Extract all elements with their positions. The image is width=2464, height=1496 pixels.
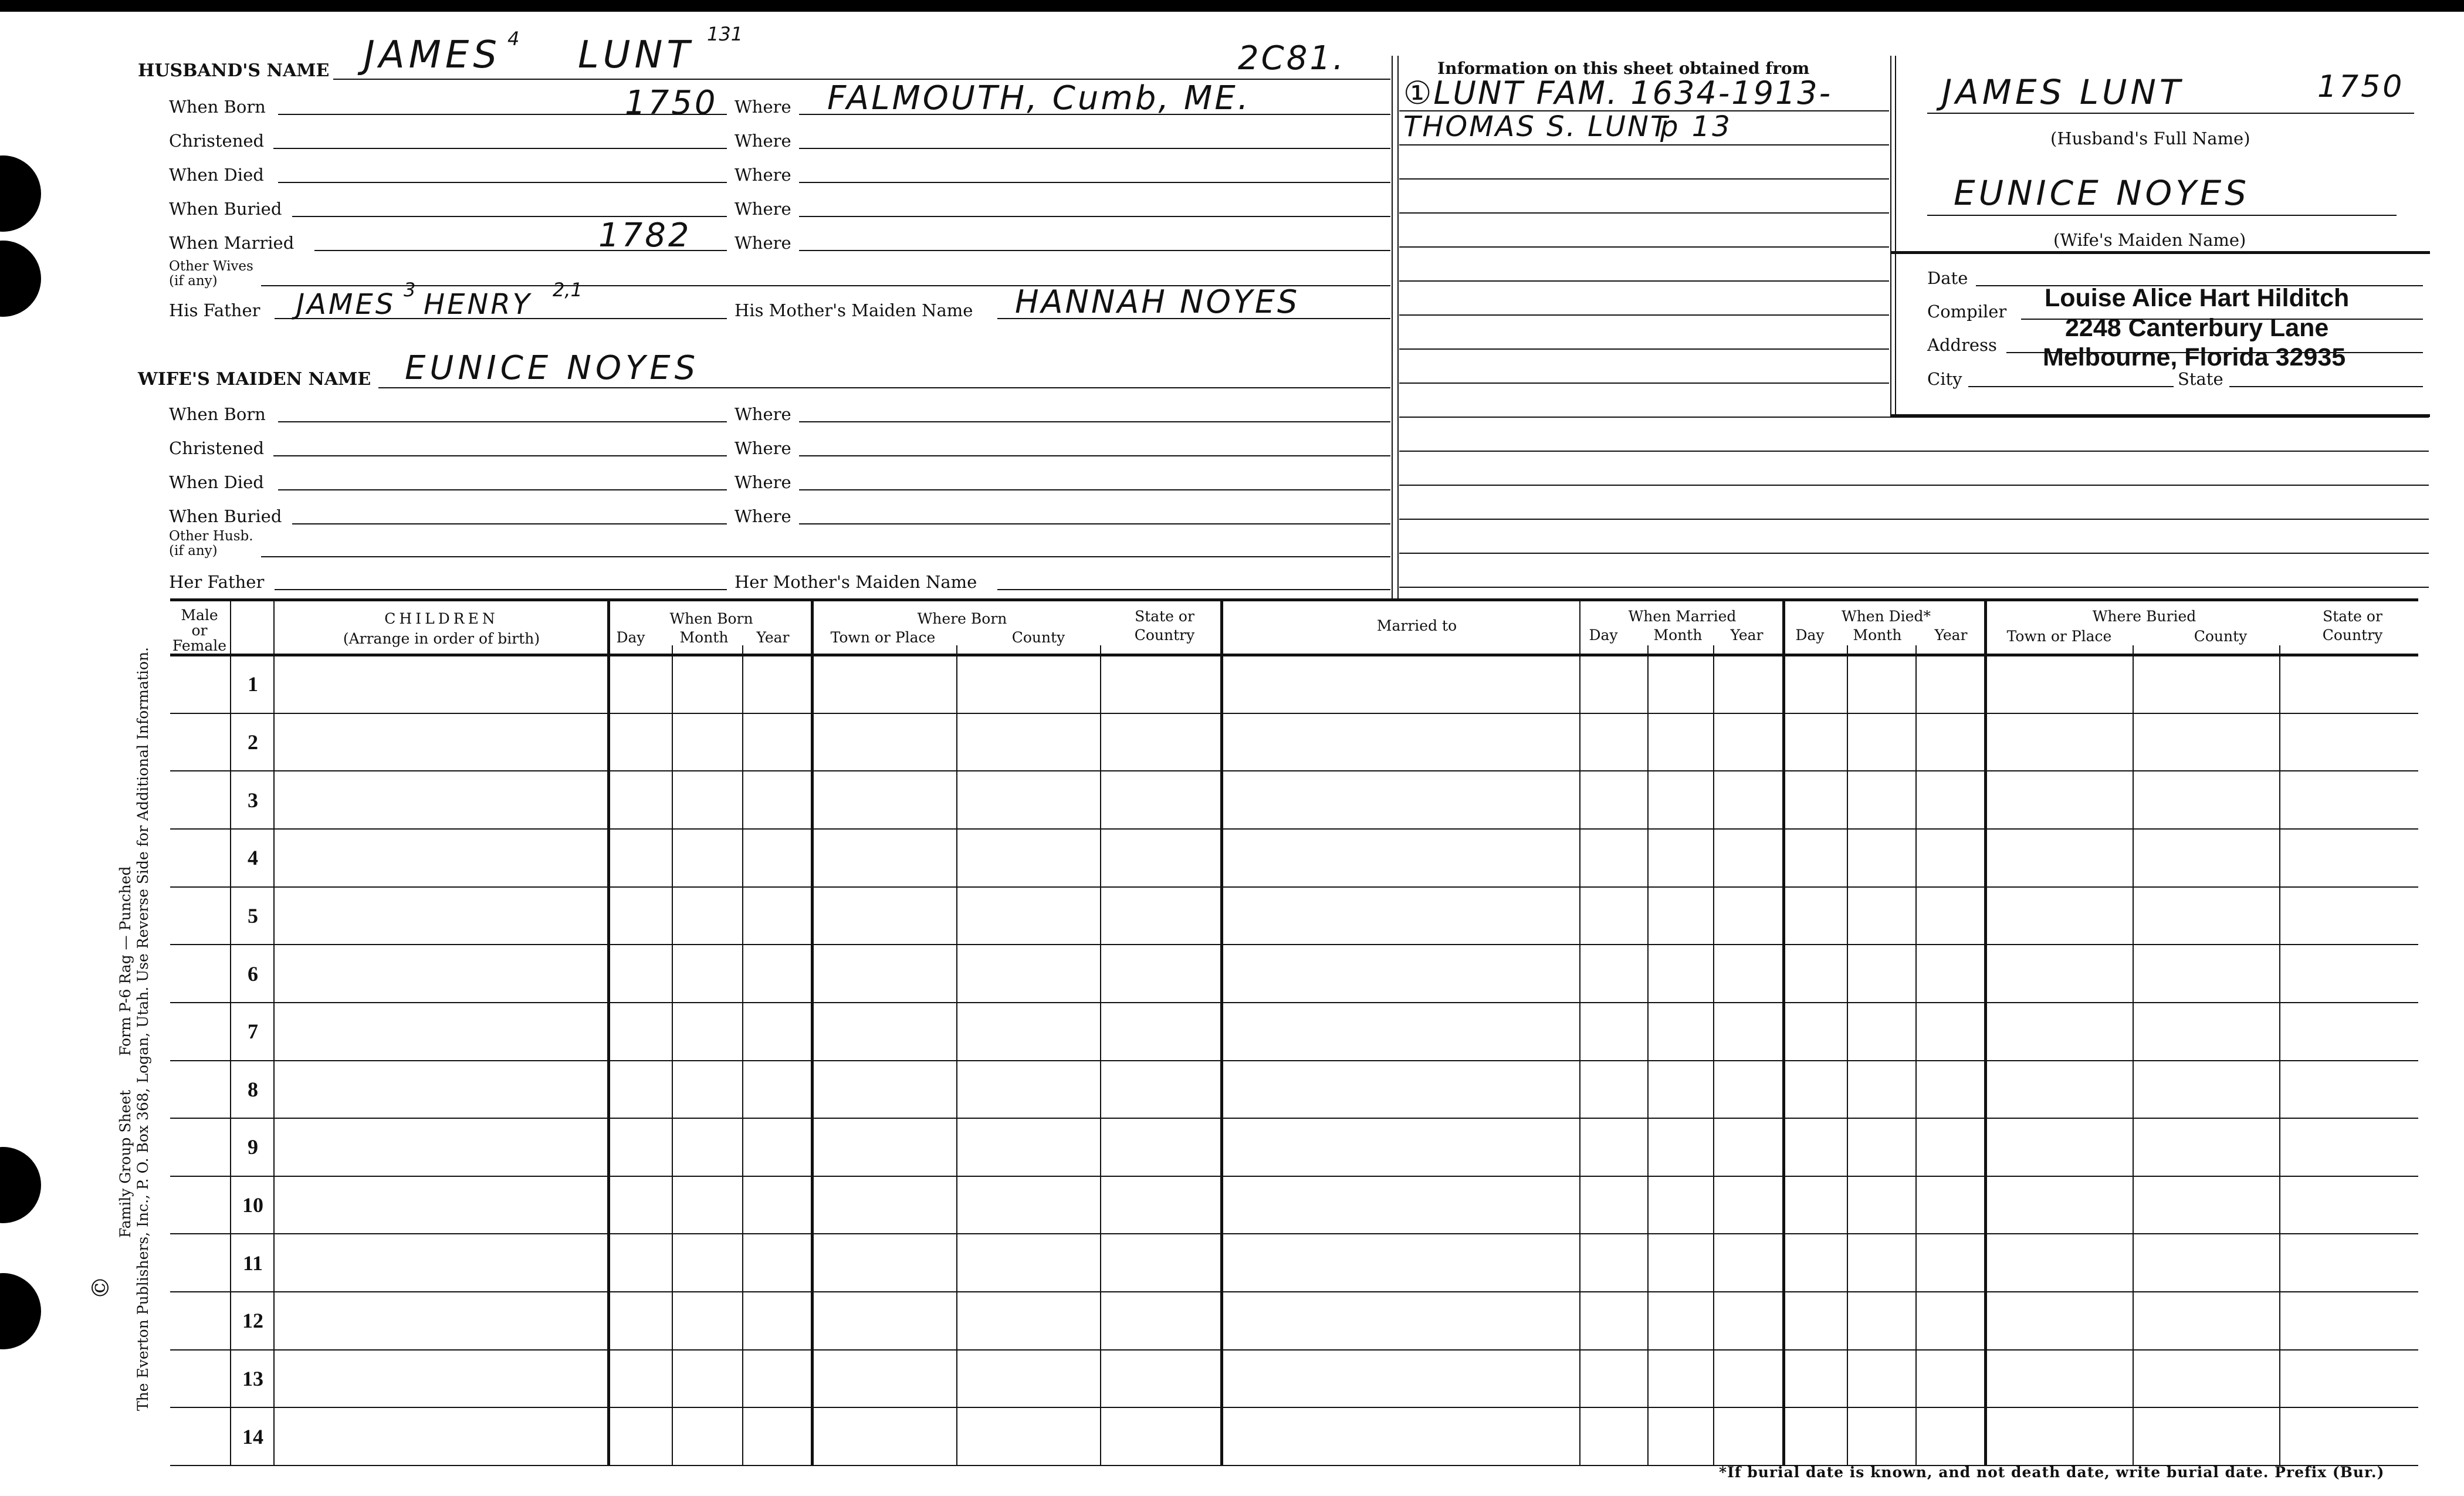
row-number: 7 [248, 1020, 258, 1043]
rule [1399, 110, 1889, 111]
rule [1927, 215, 2397, 216]
where-label: Where [735, 97, 791, 117]
rule [273, 148, 727, 149]
christened-label: Christened [169, 131, 265, 151]
col-county-header: County [1011, 629, 1065, 646]
rule [1927, 113, 2414, 114]
date-label: Date [1927, 268, 1968, 288]
rule [799, 455, 1390, 456]
rule [278, 489, 727, 490]
row-number: 1 [248, 672, 258, 696]
where-label: Where [735, 131, 791, 151]
when-born-label: When Born [169, 404, 266, 424]
compiler-name: Louise Alice Hart Hilditch [2045, 284, 2350, 312]
rule [1399, 314, 1889, 316]
col-line [1220, 600, 1223, 1465]
compiler-city: Melbourne, Florida 32935 [2043, 343, 2346, 371]
rule [799, 216, 1390, 217]
summary-husband-year: 1750 [2317, 69, 2405, 104]
col-sex-header: Female [172, 637, 227, 654]
husband-generation: 4 [507, 28, 520, 50]
copyright-mark: © [87, 1276, 114, 1299]
rule [799, 250, 1390, 251]
row-number: 4 [248, 846, 258, 869]
col-married-to-header: Married to [1376, 617, 1457, 634]
col-line [1713, 645, 1714, 1465]
husband-married-year: 1782 [598, 216, 692, 255]
col-year-header: Year [756, 629, 790, 646]
row-number: 10 [242, 1193, 263, 1217]
row-number: 5 [248, 904, 258, 928]
other-wives-label: Other Wives [169, 259, 253, 274]
city-label: City [1927, 369, 1962, 389]
where-label: Where [735, 506, 791, 526]
col-line [742, 645, 743, 1465]
rule [799, 421, 1390, 422]
col-line [607, 600, 610, 1465]
husband-born-year: 1750 [625, 84, 718, 122]
if-any-label: (if any) [169, 273, 218, 289]
col-line [2279, 645, 2280, 1465]
her-mothers-maiden-label: Her Mother's Maiden Name [735, 572, 977, 592]
rule [1968, 386, 2174, 387]
col-line [1647, 645, 1649, 1465]
binder-hole [0, 241, 41, 317]
table-row [170, 1291, 2418, 1292]
source-line-2: THOMAS S. LUNT [1403, 110, 1670, 143]
row-number: 14 [242, 1425, 263, 1448]
table-row [170, 944, 2418, 945]
col-line [811, 600, 814, 1465]
table-row [170, 1002, 2418, 1003]
husband-father-generation-2: 2,1 [553, 279, 583, 301]
publisher-note: The Everton Publishers, Inc., P. O. Box 368, Logan, Utah. Use Reverse Side for Additional Information. [134, 647, 151, 1411]
husband-surname: LUNT [578, 33, 694, 77]
table-row [170, 770, 2418, 771]
form-number: Form P-6 Rag — Punched [117, 866, 134, 1056]
compiler-street: 2248 Canterbury Lane [2065, 314, 2329, 342]
rule [1399, 519, 2429, 520]
when-married-label: When Married [169, 233, 295, 253]
where-label: Where [735, 199, 791, 219]
husband-father-given: JAMES [296, 288, 396, 321]
table-row [170, 828, 2418, 830]
summary-divider [1890, 251, 2430, 254]
if-any-label: (if any) [169, 543, 218, 559]
col-day-header: Day [1589, 627, 1618, 644]
husbands-name-label: HUSBAND'S NAME [138, 60, 330, 81]
when-died-label: When Died [169, 165, 264, 185]
rule [261, 556, 1390, 557]
his-father-label: His Father [169, 300, 260, 320]
divider [1392, 56, 1393, 600]
when-buried-label: When Buried [169, 199, 282, 219]
col-state-header: State or [2323, 608, 2382, 625]
col-where-born-header: Where Born [917, 610, 1007, 627]
christened-label: Christened [169, 438, 265, 458]
col-line [1100, 645, 1101, 1465]
scan-top-edge [0, 0, 2464, 12]
table-row [170, 1060, 2418, 1061]
table-row [170, 1349, 2418, 1351]
rule [2229, 386, 2423, 387]
divider [1397, 56, 1399, 600]
sheet-reference-number: 2C81. [1238, 39, 1346, 77]
rule [799, 148, 1390, 149]
husband-mother-name: HANNAH NOYES [1015, 283, 1300, 320]
table-row [170, 713, 2418, 714]
col-day-header: Day [1795, 627, 1825, 644]
binder-hole [0, 1147, 41, 1223]
rule [378, 387, 1390, 388]
col-line [1579, 600, 1580, 1465]
where-label: Where [735, 165, 791, 185]
rule [1399, 280, 1889, 282]
rule [1399, 246, 1889, 248]
rule [1399, 451, 2429, 452]
col-line [1915, 645, 1917, 1465]
divider [1890, 56, 1891, 417]
summary-husband-name: JAMES LUNT [1942, 72, 2184, 112]
col-line [1782, 600, 1785, 1465]
rule [292, 523, 727, 524]
address-label: Address [1927, 335, 1997, 355]
rule [1399, 348, 1889, 350]
row-number: 12 [242, 1309, 263, 1332]
rule [997, 589, 1390, 590]
col-line [1984, 600, 1987, 1465]
col-children-header: CHILDREN [384, 610, 499, 627]
rule [799, 489, 1390, 490]
summary-bottom-border [1890, 414, 2430, 417]
row-number: 11 [242, 1251, 263, 1275]
col-line [2133, 645, 2134, 1465]
form-title: Family Group Sheet [117, 1089, 134, 1238]
when-died-label: When Died [169, 472, 264, 492]
wife-maiden-name-caption: (Wife's Maiden Name) [2053, 230, 2246, 250]
table-row [170, 1407, 2418, 1408]
row-number: 9 [248, 1135, 258, 1159]
where-label: Where [735, 472, 791, 492]
when-born-label: When Born [169, 97, 266, 117]
col-sex-header: or [191, 622, 208, 639]
header-bottom-border [170, 654, 2418, 656]
source-page: p 13 [1660, 110, 1732, 143]
rule [1399, 144, 1889, 145]
compiler-label: Compiler [1927, 302, 2007, 321]
col-county-header: County [2194, 628, 2248, 645]
col-where-buried-header: Where Buried [2092, 608, 2196, 625]
col-year-header: Year [1730, 627, 1764, 644]
husband-father-generation: 3 [404, 279, 416, 301]
col-town-header: Town or Place [830, 629, 936, 646]
where-label: Where [735, 233, 791, 253]
col-children-note: (Arrange in order of birth) [343, 630, 540, 647]
col-line [672, 645, 673, 1465]
binder-hole [0, 155, 41, 232]
col-when-married-header: When Married [1628, 608, 1737, 625]
rule [799, 182, 1390, 183]
wifes-maiden-name-label: WIFE'S MAIDEN NAME [138, 369, 371, 390]
col-town-header: Town or Place [2006, 628, 2112, 645]
col-when-died-header: When Died* [1842, 608, 1931, 625]
col-year-header: Year [1934, 627, 1968, 644]
divider [1895, 56, 1896, 417]
rule [799, 523, 1390, 524]
col-month-header: Month [679, 629, 729, 646]
rule [278, 182, 727, 183]
her-father-label: Her Father [169, 572, 265, 592]
col-line [956, 645, 957, 1465]
where-label: Where [735, 438, 791, 458]
burial-footnote: *If burial date is known, and not death date, write burial date. Prefix (Bur.) [1719, 1464, 2385, 1481]
rule [1399, 587, 2429, 588]
other-husb-label: Other Husb. [169, 529, 253, 544]
row-number: 8 [248, 1078, 258, 1101]
row-number: 13 [242, 1367, 263, 1390]
row-number: 3 [248, 788, 258, 812]
state-label: State [2178, 369, 2223, 389]
col-line [230, 600, 231, 1465]
col-day-header: Day [616, 629, 645, 646]
col-state-header: State or [1135, 608, 1194, 625]
rule [1399, 212, 1889, 214]
where-label: Where [735, 404, 791, 424]
row-number: 6 [248, 962, 258, 986]
husband-given-name: JAMES [364, 33, 501, 77]
rule [1399, 485, 2429, 486]
rule [273, 455, 727, 456]
wife-name: EUNICE NOYES [405, 349, 700, 387]
table-row [170, 886, 2418, 888]
table-row [170, 1118, 2418, 1119]
husband-full-name-caption: (Husband's Full Name) [2050, 128, 2250, 148]
summary-wife-name: EUNICE NOYES [1954, 173, 2250, 213]
when-buried-label: When Buried [169, 506, 282, 526]
col-country-header: Country [2322, 627, 2383, 644]
col-line [1847, 645, 1848, 1465]
information-source-header: Information on this sheet obtained from [1437, 59, 1810, 78]
husband-father-lineage: HENRY [424, 288, 532, 321]
table-row [170, 1233, 2418, 1234]
rule [278, 421, 727, 422]
husband-born-place: FALMOUTH, Cumb, ME. [827, 79, 1251, 117]
col-month-header: Month [1653, 627, 1703, 644]
col-country-header: Country [1134, 627, 1195, 644]
binder-hole [0, 1273, 41, 1349]
his-mothers-maiden-label: His Mother's Maiden Name [735, 300, 973, 320]
col-sex-header: Male [181, 607, 218, 624]
husband-page-ref: 131 [707, 23, 743, 45]
table-row [170, 1176, 2418, 1177]
rule [1399, 178, 1889, 180]
table-top-border [170, 598, 2418, 601]
rule [1399, 553, 2429, 554]
source-line-1: ①LUNT FAM. 1634-1913- [1403, 75, 1833, 111]
col-when-born-header: When Born [669, 610, 753, 627]
rule [1399, 383, 1889, 384]
col-month-header: Month [1853, 627, 1902, 644]
row-number: 2 [248, 730, 258, 754]
col-line [273, 600, 275, 1465]
rule [275, 589, 727, 590]
